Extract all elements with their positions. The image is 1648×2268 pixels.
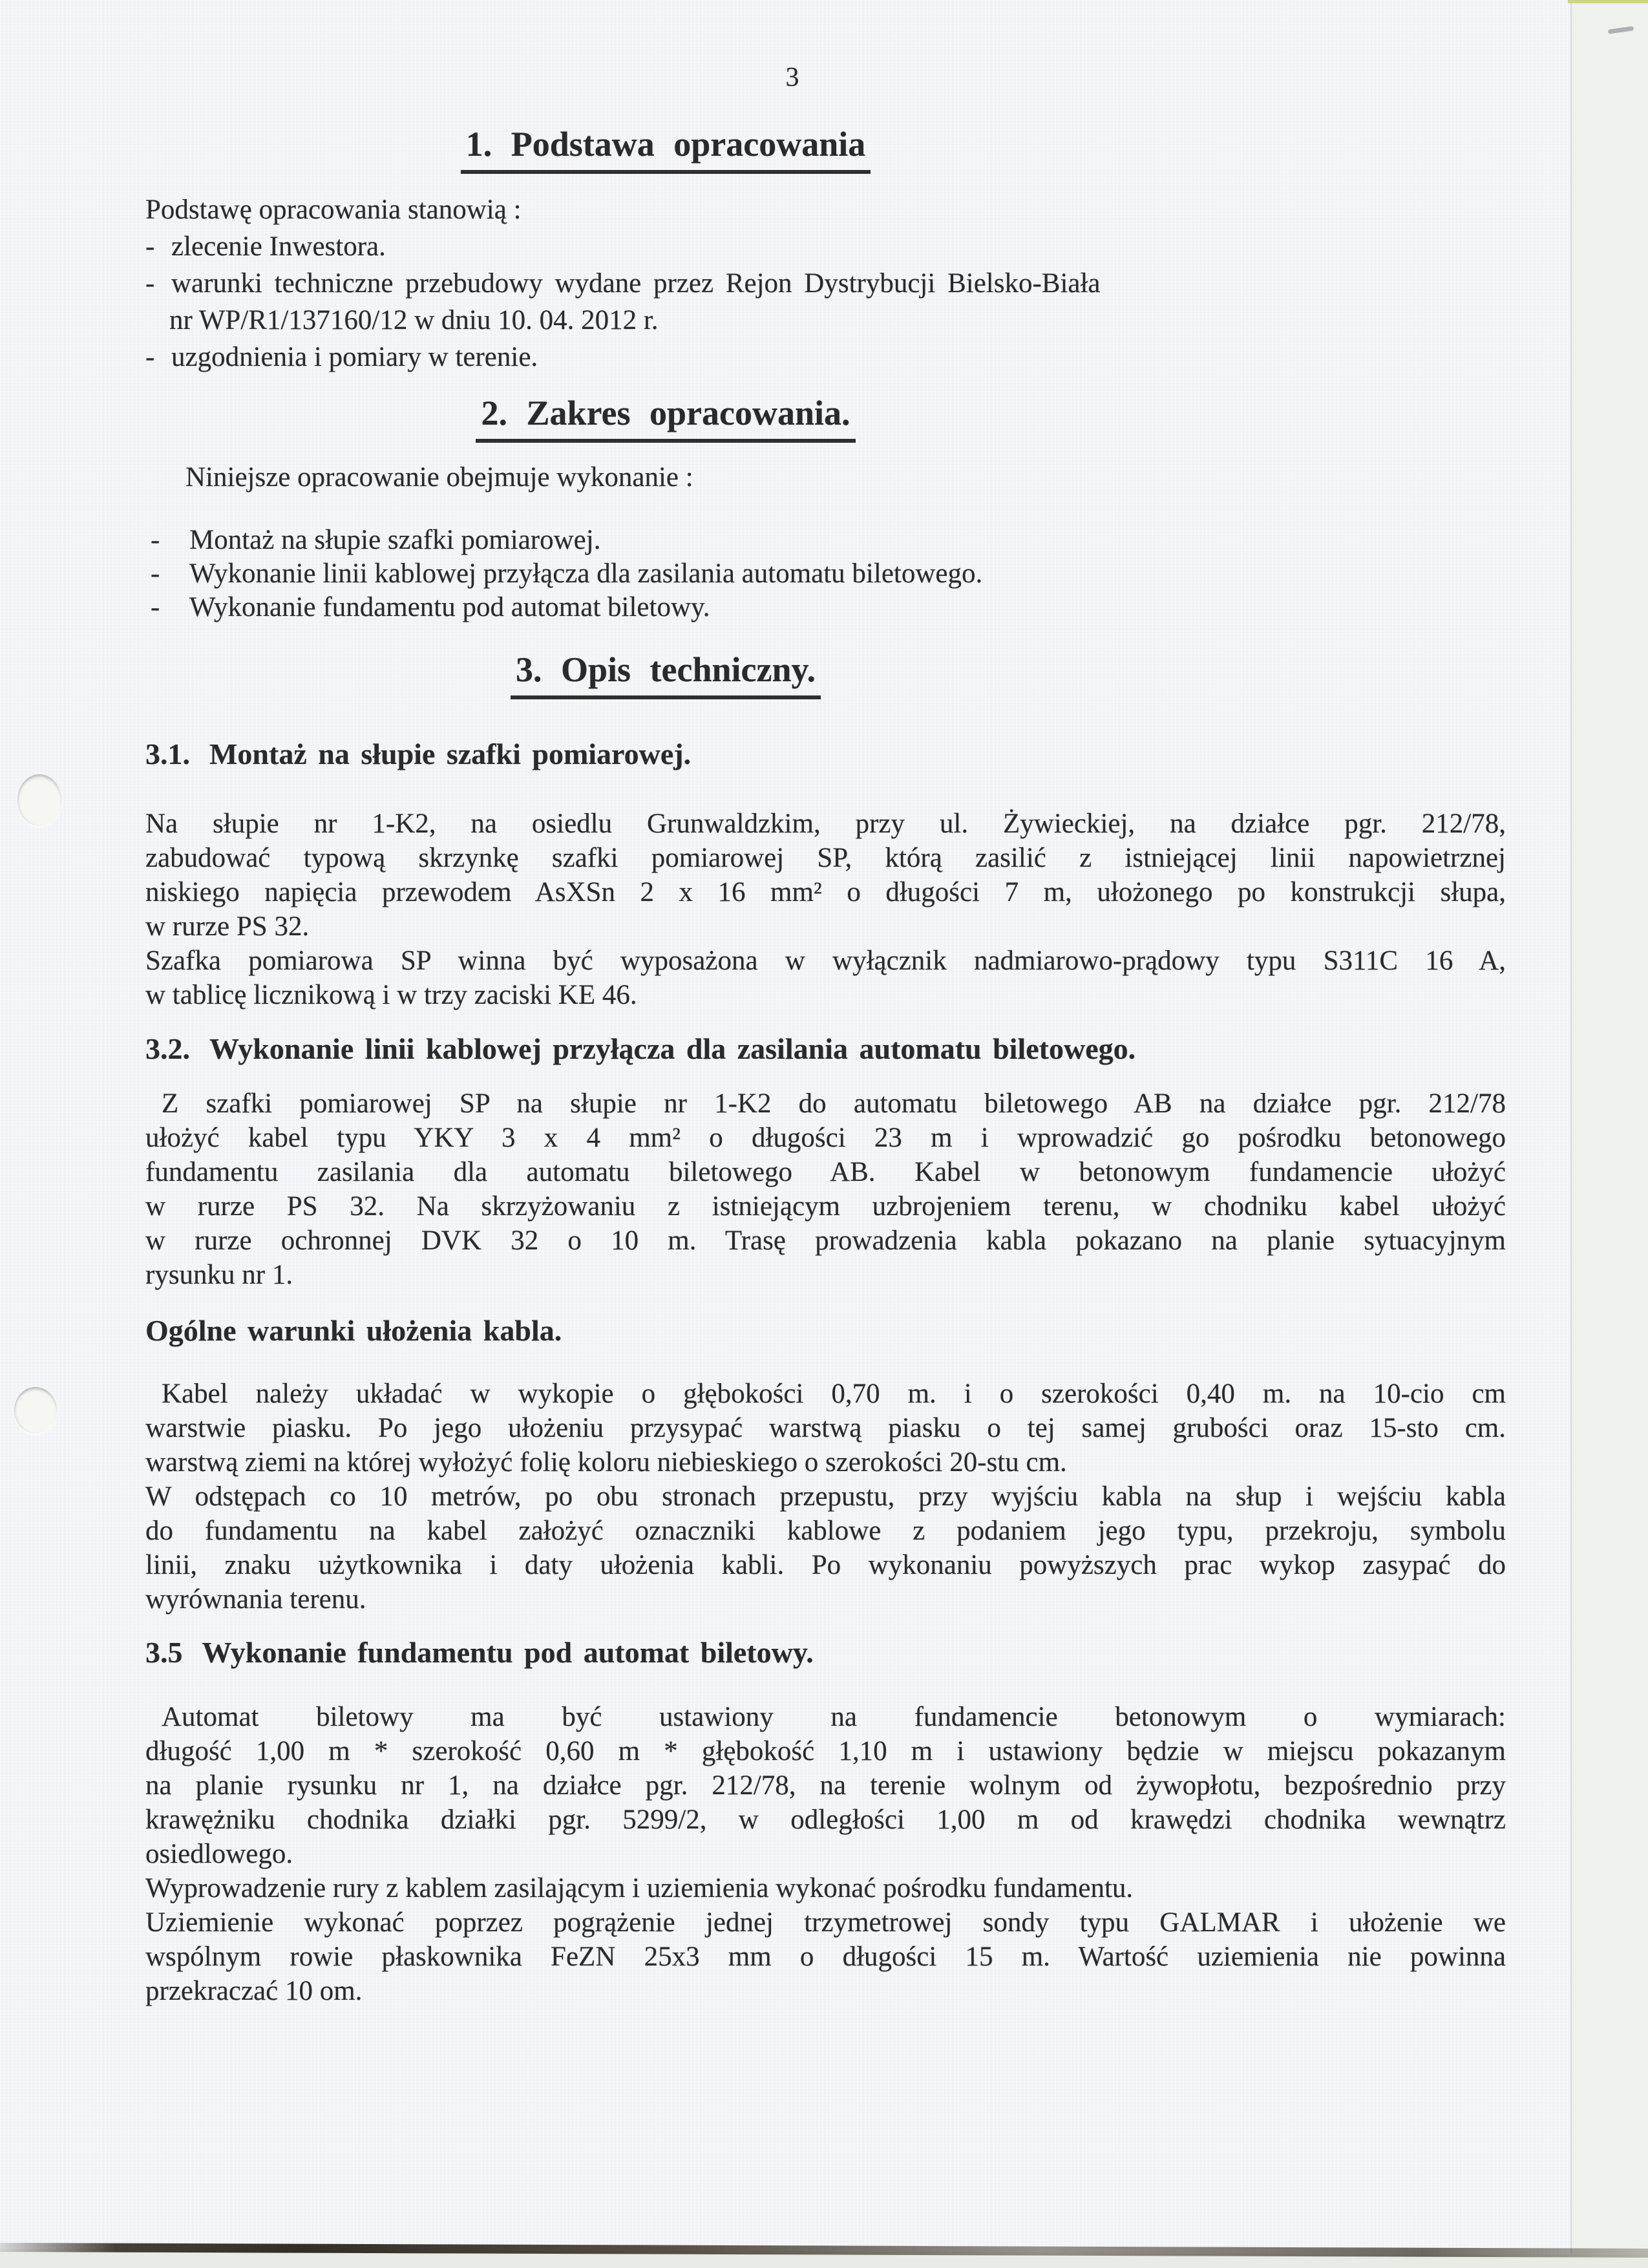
text-line: niskiego napięcia przewodem AsXSn 2 x 16 mm² o długości 7 m, ułożonego po konstrukcji słupa, — [145, 877, 1506, 907]
text-line: Automat biletowy ma być ustawiony na fundamencie betonowym o wymiarach: — [162, 1702, 1506, 1732]
text-line: na planie rysunku nr 1, na działce pgr. 212/78, na terenie wolnym od żywopłotu, bezpośrednio przy — [145, 1770, 1506, 1801]
paper-right-edge — [1570, 0, 1648, 2268]
list-item-text: Wykonanie fundamentu pod automat biletowy. — [189, 592, 710, 622]
text-line — [145, 228, 1506, 265]
text-line: wyrównania terenu. — [145, 1584, 366, 1615]
paragraph-3-2 — [145, 1086, 1506, 1292]
list-dash: - — [151, 558, 160, 589]
list-item-text: zlecenie Inwestora. — [171, 231, 386, 262]
text-line: Niniejsze opracowanie obejmuje wykonanie : — [185, 462, 693, 493]
text-line: w rurze PS 32. — [145, 911, 310, 942]
subheading-ogolne-warunki — [145, 1313, 1506, 1348]
text-line: W odstępach co 10 metrów, po obu stronach przepustu, przy wyjściu kabla na słup i wejściu kabla — [145, 1481, 1506, 1512]
section-title: Wykonanie linii kablowej przyłącza dla zasilania automatu biletowego. — [209, 1032, 1136, 1065]
heading-underlined-text: 1. Podstawa opracowania — [461, 125, 871, 174]
text-line: zabudować typową skrzynkę szafki pomiarowej SP, którą zasilić z istniejącej linii napowietrznej — [145, 843, 1506, 873]
text-line: fundamentu zasilania dla automatu biletowego AB. Kabel w betonowym fundamencie ułożyć — [145, 1157, 1506, 1187]
text-line: rysunku nr 1. — [145, 1260, 293, 1290]
section-number: 3.5 — [145, 1636, 183, 1669]
heading-underlined-text: 3. Opis techniczny. — [511, 650, 821, 699]
heading-zakres-opracowania — [145, 393, 1186, 433]
text-line: Na słupie nr 1-K2, na osiedlu Grunwaldzkim, przy ul. Żywieckiej, na działce pgr. 212/78, — [145, 809, 1506, 839]
text-line: w tablicę licznikową i w trzy zaciski KE 46. — [145, 980, 637, 1010]
list-item-text: Wykonanie linii kablowej przyłącza dla zasilania automatu biletowego. — [189, 558, 983, 589]
text-line: do fundamentu na kabel założyć oznaczniki kablowe z podaniem jego typu, przekroju, symbolu — [145, 1516, 1506, 1546]
list-dash: - — [151, 592, 160, 622]
section-zakres-list — [145, 524, 1506, 624]
section-podstawa-body — [145, 191, 1506, 376]
text-line: wspólnym rowie płaskownika FeZN 25x3 mm o długości 15 m. Wartość uziemienia nie powinna — [145, 1942, 1506, 1972]
heading-podstawa-opracowania — [145, 124, 1186, 164]
subheading-3-2 — [145, 1032, 1506, 1066]
text-line: Podstawę opracowania stanowią : — [145, 195, 522, 225]
text-line: Szafka pomiarowa SP winna być wyposażona w wyłącznik nadmiarowo-prądowy typu S311C 16 A, — [145, 946, 1506, 976]
punch-mark-lower — [14, 1387, 57, 1434]
paragraph-3-1 — [145, 807, 1506, 1012]
text-line: linii, znaku użytkownika i daty ułożenia kabli. Po wykonaniu powyższych prac wykop zasypać do — [145, 1550, 1506, 1580]
text-line: długość 1,00 m * szerokość 0,60 m * głębokość 1,10 m i ustawiony będzie w miejscu pokazanym — [145, 1736, 1506, 1766]
list-item-text: Montaż na słupie szafki pomiarowej. — [189, 525, 601, 555]
list-dash: - — [145, 342, 155, 372]
text-line: osiedlowego. — [145, 1839, 293, 1869]
subheading-3-5 — [145, 1635, 1506, 1669]
text-line: w rurze ochronnej DVK 32 o 10 m. Trasę prowadzenia kabla pokazano na planie sytuacyjnym — [145, 1225, 1506, 1256]
punch-mark-upper — [17, 774, 61, 826]
paragraph-ogolne-warunki — [145, 1377, 1506, 1616]
list-item-text: uzgodnienia i pomiary w terenie. — [171, 342, 538, 372]
list-item-text: warunki techniczne przebudowy wydane przez Rejon Dystrybucji Bielsko-Biała — [171, 268, 1101, 299]
list-dash: - — [145, 268, 155, 299]
text-line: nr WP/R1/137160/12 w dniu 10. 04. 2012 r. — [169, 305, 659, 335]
heading-underlined-text: 2. Zakres opracowania. — [476, 394, 855, 443]
text-line — [145, 557, 1506, 591]
text-line: Kabel należy układać w wykopie o głębokości 0,70 m. i o szerokości 0,40 m. na 10-cio cm — [162, 1379, 1506, 1409]
section-title: Ogólne warunki ułożenia kabla. — [145, 1314, 562, 1347]
text-line: w rurze PS 32. Na skrzyżowaniu z istniejącym uzbrojeniem terenu, w chodniku kabel ułożyć — [145, 1191, 1506, 1222]
list-dash: - — [145, 231, 155, 262]
text-line: ułożyć kabel typu YKY 3 x 4 mm² o długości 23 m i wprowadzić go pośrodku betonowego — [145, 1123, 1506, 1153]
text-line: warstwie piasku. Po jego ułożeniu przysypać warstwą piasku o tej samej grubości oraz 15-sto cm. — [145, 1413, 1506, 1443]
text-line: krawężniku chodnika działki pgr. 5299/2, w odległości 1,00 m od krawędzi chodnika wewnątrz — [145, 1805, 1506, 1835]
text-line: warstwą ziemi na której wyłożyć folię koloru niebieskiego o szerokości 20-stu cm. — [145, 1447, 1067, 1478]
text-line: przekraczać 10 om. — [145, 1976, 363, 2006]
list-dash: - — [151, 525, 160, 555]
subheading-3-1 — [145, 737, 1506, 771]
section-number: 3.1. — [145, 737, 190, 770]
heading-opis-techniczny — [145, 650, 1186, 690]
paragraph-3-5 — [145, 1700, 1506, 2008]
section-title: Montaż na słupie szafki pomiarowej. — [209, 737, 692, 770]
text-line — [145, 591, 1506, 624]
section-number: 3.2. — [145, 1032, 190, 1065]
page-number: 3 — [785, 63, 799, 92]
text-line: Z szafki pomiarowej SP na słupie nr 1-K2 do automatu biletowego AB na działce pgr. 212/78 — [162, 1088, 1506, 1119]
section-zakres-intro — [145, 460, 1506, 494]
text-line — [145, 265, 1506, 302]
text-line: Uziemienie wykonać poprzez pogrążenie jednej trzymetrowej sondy typu GALMAR i ułożenie we — [145, 1907, 1506, 1938]
section-title: Wykonanie fundamentu pod automat biletowy. — [202, 1636, 814, 1669]
text-line — [145, 339, 1506, 376]
corner-yellow-line — [1568, 0, 1648, 3]
text-line — [145, 524, 1506, 557]
text-line: Wyprowadzenie rury z kablem zasilającym i uziemienia wykonać pośrodku fundamentu. — [145, 1873, 1134, 1903]
